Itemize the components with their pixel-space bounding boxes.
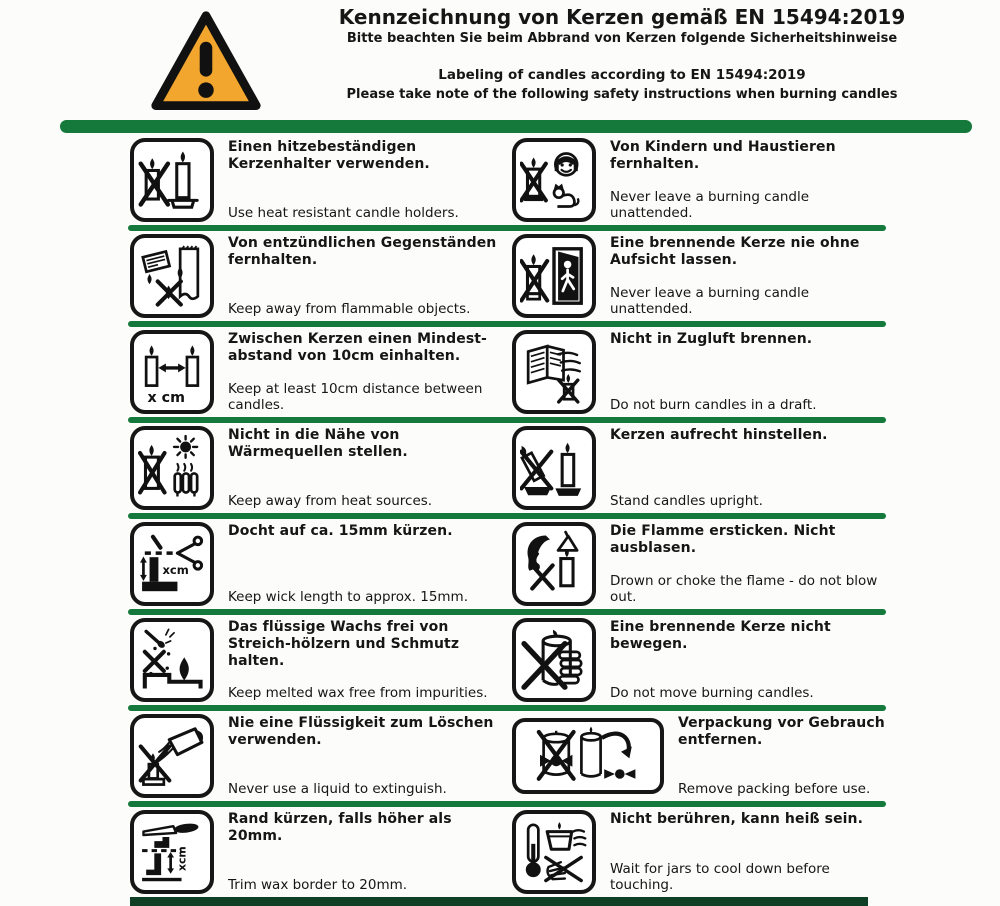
instruction-item — [512, 330, 894, 414]
unattended-candle-icon — [512, 234, 596, 318]
instruction-texts — [228, 522, 502, 606]
instruction-item — [512, 138, 894, 222]
instruction-text-english: Keep away from heat sources. — [228, 492, 433, 509]
svg-text:x cm: x cm — [147, 389, 186, 406]
instruction-texts — [610, 234, 894, 318]
green-divider — [128, 609, 886, 615]
instruction-text-english: Never use a liquid to extinguish. — [228, 780, 447, 797]
instruction-texts — [228, 618, 502, 702]
instruction-row — [0, 234, 1000, 318]
candle-distance-icon — [130, 330, 214, 414]
instruction-text-german: Nicht berühren, kann heiß sein. — [610, 811, 864, 827]
instruction-text-german: Eine brennende Kerze nie ohne Aufsicht lassen. — [610, 235, 860, 269]
instruction-text-german: Verpackung vor Gebrauch entfernen. — [678, 715, 885, 749]
instruction-text-german: Von entzündlichen Gegenständen fernhalten. — [228, 235, 497, 269]
subtitle-german: Bitte beachten Sie beim Abbrand von Kerzen folgende Sicherheitshinweise — [346, 31, 898, 46]
draft-icon — [512, 330, 596, 414]
instruction-texts — [610, 810, 894, 894]
heat-sources-icon — [130, 426, 214, 510]
instruction-texts — [610, 138, 894, 222]
instruction-grid — [0, 138, 1000, 894]
remove-packing-icon — [512, 718, 664, 794]
instruction-text-english: Never leave a burning candle unattended. — [610, 284, 810, 317]
liquid-extinguish-icon — [130, 714, 214, 798]
title-german: Kennzeichnung von Kerzen gemäß EN 15494:2019 — [338, 5, 906, 29]
instruction-row — [0, 714, 1000, 798]
warning-triangle-icon — [148, 7, 264, 113]
instruction-row — [0, 618, 1000, 702]
svg-text:xcm: xcm — [175, 846, 189, 872]
choke-flame-icon — [512, 522, 596, 606]
instruction-text-english: Wait for jars to cool down before touching. — [610, 860, 830, 893]
instruction-texts — [228, 810, 502, 894]
instruction-text-german: Die Flamme ersticken. Nicht ausblasen. — [610, 523, 836, 557]
instruction-text-german: Von Kindern und Haustieren fernhalten. — [610, 139, 836, 173]
page-header — [0, 0, 1000, 118]
instruction-item — [130, 426, 502, 510]
instruction-row — [0, 138, 1000, 222]
upright-candle-icon — [512, 426, 596, 510]
instruction-item — [130, 810, 502, 894]
instruction-item — [130, 522, 502, 606]
flammable-objects-icon — [130, 234, 214, 318]
instruction-texts — [678, 714, 894, 798]
instruction-texts — [610, 426, 894, 510]
green-divider — [128, 801, 886, 807]
instruction-item — [130, 618, 502, 702]
heat-resistant-holder-icon — [130, 138, 214, 222]
instruction-item — [512, 426, 894, 510]
wax-impurities-icon — [130, 618, 214, 702]
instruction-text-english: Trim wax border to 20mm. — [228, 876, 408, 893]
wick-trim-icon — [130, 522, 214, 606]
instruction-item — [512, 810, 894, 894]
move-candle-icon — [512, 618, 596, 702]
instruction-texts — [228, 426, 502, 510]
instruction-text-english: Keep at least 10cm distance between candles. — [228, 380, 483, 413]
green-divider — [128, 225, 886, 231]
instruction-item — [512, 522, 894, 606]
instruction-text-german: Rand kürzen, falls höher als 20mm. — [228, 811, 452, 845]
instruction-text-english: Keep melted wax free from impurities. — [228, 684, 488, 701]
instruction-item — [130, 138, 502, 222]
instruction-item — [130, 234, 502, 318]
instruction-text-german: Einen hitzebeständigen Kerzenhalter verwenden. — [228, 139, 430, 173]
instruction-texts — [610, 330, 894, 414]
instruction-text-german: Kerzen aufrecht hinstellen. — [610, 427, 828, 443]
instruction-row — [0, 426, 1000, 510]
subtitle-english: Please take note of the following safety instructions when burning candles — [346, 87, 898, 103]
instruction-texts — [228, 138, 502, 222]
instruction-item — [130, 714, 502, 798]
instruction-text-english: Stand candles upright. — [610, 492, 763, 509]
instruction-item — [512, 618, 894, 702]
instruction-texts — [228, 234, 502, 318]
green-bottom-bar — [130, 897, 868, 906]
green-divider — [128, 513, 886, 519]
instruction-text-english: Never leave a burning candle unattended. — [610, 188, 810, 221]
header-titles — [264, 0, 1000, 102]
instruction-text-german: Nicht in Zugluft brennen. — [610, 331, 813, 347]
instruction-item — [130, 330, 502, 414]
instruction-texts — [610, 522, 894, 606]
instruction-text-german: Das flüssige Wachs frei von Streich-hölzern und Schmutz halten. — [228, 619, 460, 670]
green-divider — [128, 705, 886, 711]
title-english: Labeling of candles according to EN 15494:2019 — [438, 67, 806, 83]
instruction-text-english: Do not move burning candles. — [610, 684, 814, 701]
green-divider — [128, 417, 886, 423]
instruction-text-english: Keep wick length to approx. 15mm. — [228, 588, 468, 605]
instruction-texts — [610, 618, 894, 702]
svg-text:xcm: xcm — [162, 563, 189, 578]
instruction-item — [512, 234, 894, 318]
instruction-text-german: Eine brennende Kerze nicht bewegen. — [610, 619, 831, 653]
instruction-text-english: Do not burn candles in a draft. — [610, 396, 817, 413]
instruction-text-english: Use heat resistant candle holders. — [228, 204, 459, 221]
instruction-text-english: Drown or choke the flame - do not blow out. — [610, 572, 878, 605]
trim-border-icon — [130, 810, 214, 894]
instruction-item — [512, 714, 894, 798]
instruction-text-english: Keep away from flammable objects. — [228, 300, 471, 317]
green-top-bar — [60, 120, 972, 133]
instruction-row — [0, 330, 1000, 414]
instruction-row — [0, 810, 1000, 894]
instruction-texts — [228, 330, 502, 414]
instruction-texts — [228, 714, 502, 798]
instruction-text-german: Zwischen Kerzen einen Mindest-abstand von 10cm einhalten. — [228, 331, 487, 365]
children-pets-icon — [512, 138, 596, 222]
instruction-text-german: Docht auf ca. 15mm kürzen. — [228, 523, 453, 539]
hot-jar-icon — [512, 810, 596, 894]
green-divider — [128, 321, 886, 327]
instruction-text-german: Nie eine Flüssigkeit zum Löschen verwenden. — [228, 715, 494, 749]
instruction-text-german: Nicht in die Nähe von Wärmequellen stellen. — [228, 427, 408, 461]
instruction-row — [0, 522, 1000, 606]
instruction-text-english: Remove packing before use. — [678, 780, 871, 797]
